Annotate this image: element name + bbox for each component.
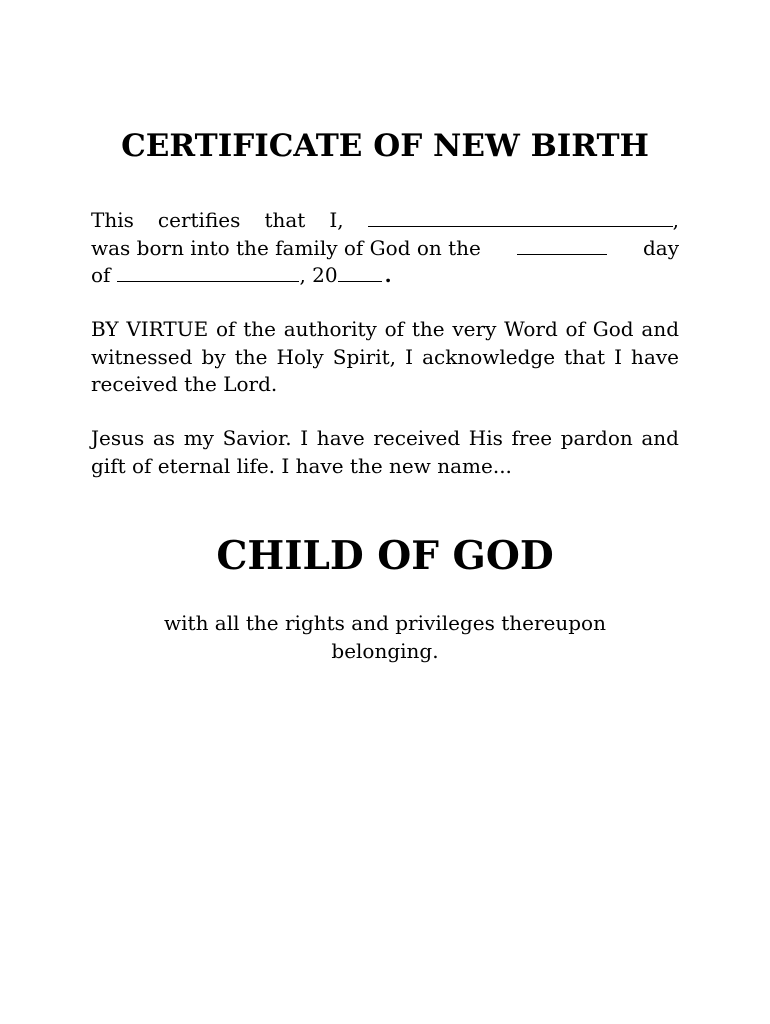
certify-line-1 [91,207,679,235]
month-blank-field[interactable] [117,280,299,282]
savior-paragraph: Jesus as my Savior. I have received His free pardon and gift of eternal life. I have the new name... [91,426,679,478]
closing-text: with all the rights and privileges thereupon belonging. [164,611,606,663]
certify-word: that [264,208,306,232]
certify-line-2 [91,235,679,263]
certify-word: I, [329,208,344,232]
certify-comma: , [672,208,680,232]
new-name-heading: CHILD OF GOD [216,533,554,579]
certify-word: This [91,208,134,232]
day-blank-field[interactable] [517,253,607,255]
certificate-title: CERTIFICATE OF NEW BIRTH [121,128,649,164]
certify-of-word: of [91,263,111,287]
certify-paragraph [91,207,679,290]
certify-period: . [384,263,392,287]
certify-year-prefix: , 20 [299,263,338,287]
certify-word: certifies [157,208,241,232]
certify-text: was born into the family of God on the [91,235,481,260]
virtue-paragraph: BY VIRTUE of the authority of the very Word of God and witnessed by the Holy Spirit, I acknowledge that I have received the Lord. [91,317,679,396]
name-blank-field[interactable] [368,225,673,227]
certify-day-word: day [642,235,680,260]
certify-line-3 [91,262,679,290]
year-blank-field[interactable] [338,280,382,282]
